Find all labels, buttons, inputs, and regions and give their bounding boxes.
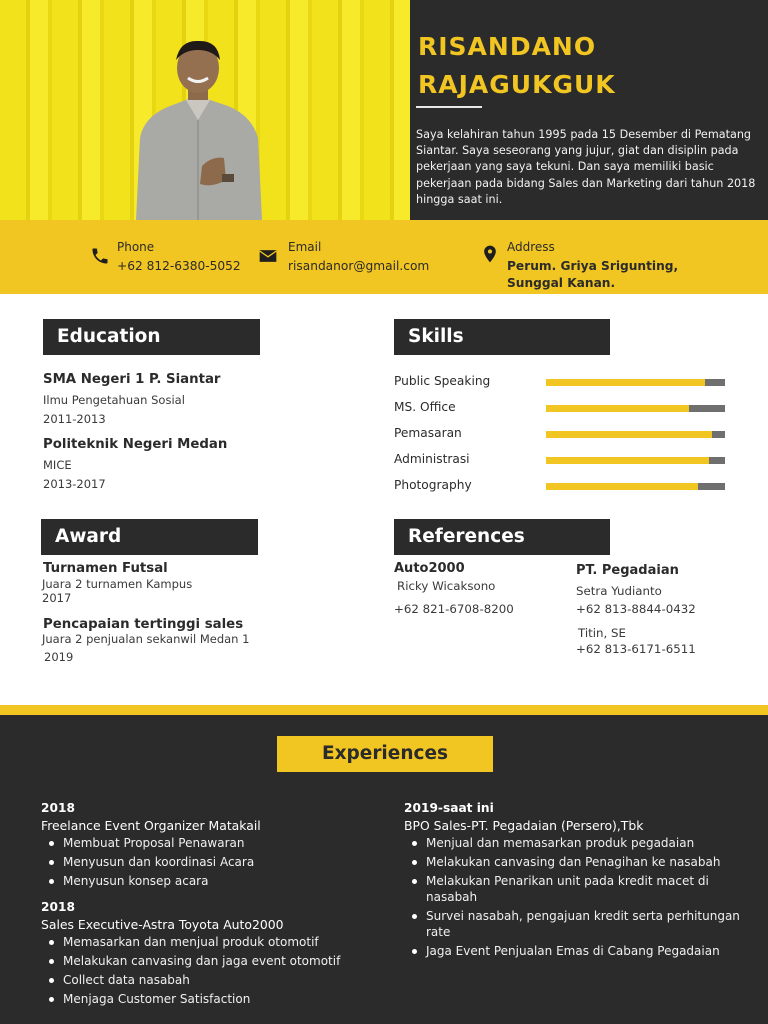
experience-entry bbox=[41, 898, 371, 1007]
name-line-1: RISANDANO bbox=[418, 32, 597, 61]
experience-bullets bbox=[41, 835, 371, 889]
reference-contact-2-phone: +62 813-8844-0432 bbox=[576, 602, 696, 616]
experiences-left-column bbox=[41, 799, 371, 1010]
education-years-1: 2011-2013 bbox=[43, 412, 106, 426]
award-heading: Award bbox=[41, 519, 258, 555]
education-field-1: Ilmu Pengetahuan Sosial bbox=[43, 393, 185, 407]
experience-bullet: Survei nasabah, pengajuan kredit serta perhitungan rate bbox=[404, 908, 744, 940]
skill-name: Public Speaking bbox=[394, 374, 491, 388]
award-title-1: Turnamen Futsal bbox=[43, 561, 168, 576]
experience-bullet: Menyusun konsep acara bbox=[41, 873, 371, 889]
experience-bullets bbox=[41, 934, 371, 1007]
experience-bullet: Menjual dan memasarkan produk pegadaian bbox=[404, 835, 744, 851]
bio-text: Saya kelahiran tahun 1995 pada 15 Desember di Pematang Siantar. Saya seseorang yang jujur, giat dan disiplin pada pekerjaan yang saya tekuni. Dan saya memiliki basic pekerjaan pada bidang Sales dan Marketing dari tahun 2018 hingga saat ini. bbox=[416, 128, 756, 206]
award-desc-2: Juara 2 penjualan sekanwil Medan 1 bbox=[42, 632, 250, 646]
award-desc-1: Juara 2 turnamen Kampus bbox=[42, 577, 193, 591]
award-year-1: 2017 bbox=[42, 591, 72, 605]
skill-level-bar bbox=[546, 405, 725, 412]
reference-contact-1-name: Ricky Wicaksono bbox=[397, 579, 496, 593]
experiences-heading: Experiences bbox=[277, 736, 493, 772]
experience-bullet: Membuat Proposal Penawaran bbox=[41, 835, 371, 851]
experience-entry bbox=[404, 799, 744, 959]
phone-value: +62 812-6380-5052 bbox=[117, 259, 241, 273]
skills-heading: Skills bbox=[394, 319, 610, 355]
skill-level-fill bbox=[546, 405, 689, 412]
reference-contact-1-phone: +62 821-6708-8200 bbox=[394, 602, 514, 616]
skill-level-fill bbox=[546, 431, 712, 438]
profile-photo-area bbox=[0, 0, 410, 220]
reference-contact-3-phone: +62 813-6171-6511 bbox=[576, 642, 696, 656]
education-field-2: MICE bbox=[43, 458, 72, 472]
experience-bullet: Collect data nasabah bbox=[41, 972, 371, 988]
experience-bullet: Melakukan canvasing dan Penagihan ke nasabah bbox=[404, 854, 744, 870]
skill-level-fill bbox=[546, 379, 705, 386]
skill-level-fill bbox=[546, 483, 698, 490]
experience-bullet: Menjaga Customer Satisfaction bbox=[41, 991, 371, 1007]
address-line-1: Perum. Griya Srigunting, bbox=[507, 259, 679, 273]
reference-company-2: PT. Pegadaian bbox=[576, 563, 679, 578]
location-pin-icon bbox=[480, 244, 500, 264]
experience-year: 2019-saat ini bbox=[404, 801, 494, 815]
education-years-2: 2013-2017 bbox=[43, 477, 106, 491]
address-label: Address bbox=[507, 240, 555, 254]
experience-bullet: Melakukan canvasing dan jaga event otomotif bbox=[41, 953, 371, 969]
address-line-2: Sunggal Kanan. bbox=[507, 276, 616, 290]
experiences-right-column bbox=[404, 799, 744, 962]
reference-contact-2-name: Setra Yudianto bbox=[576, 584, 662, 598]
phone-label: Phone bbox=[117, 240, 155, 254]
experience-bullet: Melakukan Penarikan unit pada kredit macet di nasabah bbox=[404, 873, 744, 905]
experience-bullet: Memasarkan dan menjual produk otomotif bbox=[41, 934, 371, 950]
skill-level-bar bbox=[546, 431, 725, 438]
experiences-divider bbox=[0, 705, 768, 715]
email-value: risandanor@gmail.com bbox=[288, 259, 430, 273]
name-line-2: RAJAGUKGUK bbox=[418, 70, 616, 99]
experience-role: Sales Executive-Astra Toyota Auto2000 bbox=[41, 917, 284, 932]
skill-level-fill bbox=[546, 457, 709, 464]
experience-year: 2018 bbox=[41, 900, 75, 914]
skill-name: Pemasaran bbox=[394, 426, 462, 440]
award-title-2: Pencapaian tertinggi sales bbox=[43, 617, 244, 632]
resume-header bbox=[0, 0, 768, 220]
skill-name: Photography bbox=[394, 478, 472, 492]
skill-level-bar bbox=[546, 457, 725, 464]
name-panel bbox=[410, 0, 768, 220]
contact-bar bbox=[0, 220, 768, 294]
profile-photo bbox=[128, 38, 268, 220]
full-name bbox=[418, 28, 758, 104]
education-heading: Education bbox=[43, 319, 260, 355]
email-icon bbox=[258, 246, 278, 266]
experience-bullets bbox=[404, 835, 744, 959]
experience-role: BPO Sales-PT. Pegadaian (Persero),Tbk bbox=[404, 818, 644, 833]
experience-entry bbox=[41, 799, 371, 889]
skill-name: MS. Office bbox=[394, 400, 456, 414]
experience-bullet: Jaga Event Penjualan Emas di Cabang Pegadaian bbox=[404, 943, 744, 959]
award-year-2: 2019 bbox=[44, 650, 74, 664]
name-divider bbox=[416, 106, 482, 108]
experience-year: 2018 bbox=[41, 801, 75, 815]
skill-level-bar bbox=[546, 379, 725, 386]
experience-role: Freelance Event Organizer Matakail bbox=[41, 818, 261, 833]
education-school-2: Politeknik Negeri Medan bbox=[43, 437, 228, 452]
skill-name: Administrasi bbox=[394, 452, 470, 466]
skill-level-bar bbox=[546, 483, 725, 490]
reference-company-1: Auto2000 bbox=[394, 561, 465, 576]
phone-icon bbox=[90, 246, 110, 266]
experience-bullet: Menyusun dan koordinasi Acara bbox=[41, 854, 371, 870]
references-heading: References bbox=[394, 519, 610, 555]
reference-contact-3-name: Titin, SE bbox=[578, 626, 626, 640]
education-school-1: SMA Negeri 1 P. Siantar bbox=[43, 372, 221, 387]
email-label: Email bbox=[288, 240, 322, 254]
